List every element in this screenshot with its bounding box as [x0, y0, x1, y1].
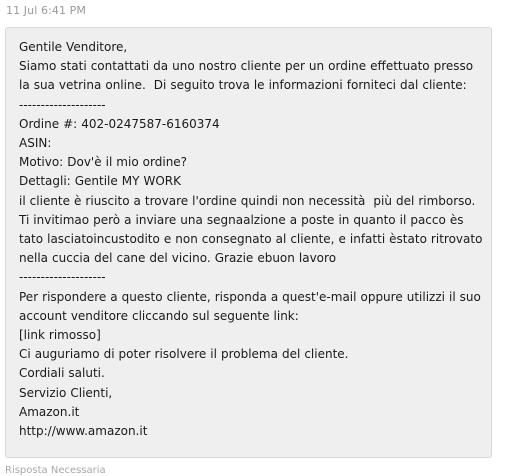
response-required-label: Risposta Necessaria [5, 465, 106, 476]
message-timestamp: 11 Jul 6:41 PM [6, 4, 86, 17]
message-body: Gentile Venditore, Siamo stati contattati da uno nostro cliente per un ordine effettuato presso la sua vetrina online. Di seguito trova le informazioni forniteci dal cliente: -------------------- Ordine #: 402-0247587-6160374 ASIN: Motivo: Dov'è il mio ordine? Dettagli: Gentile MY WORK il cliente è riuscito a trovare l'ordine quindi non necessità più del rimborso. Ti invitimao però a inviare una segnaalzione a poste in quanto il pacco ès tato lasciatoincustodito e non consegnato al cliente, e infatti èstato ritrovato nella cuccia del cane del vicino. Grazie ebuon lavoro -------------------- Per rispondere a questo cliente, risponda a quest'e-mail oppure utilizzi il suo account venditore cliccando sul seguente link: [link rimosso] Ci auguriamo di poter risolvere il problema del cliente. Cordiali saluti. Servizio Clienti, Amazon.it http://www.amazon.it [19, 40, 483, 439]
message-bubble [5, 27, 492, 458]
